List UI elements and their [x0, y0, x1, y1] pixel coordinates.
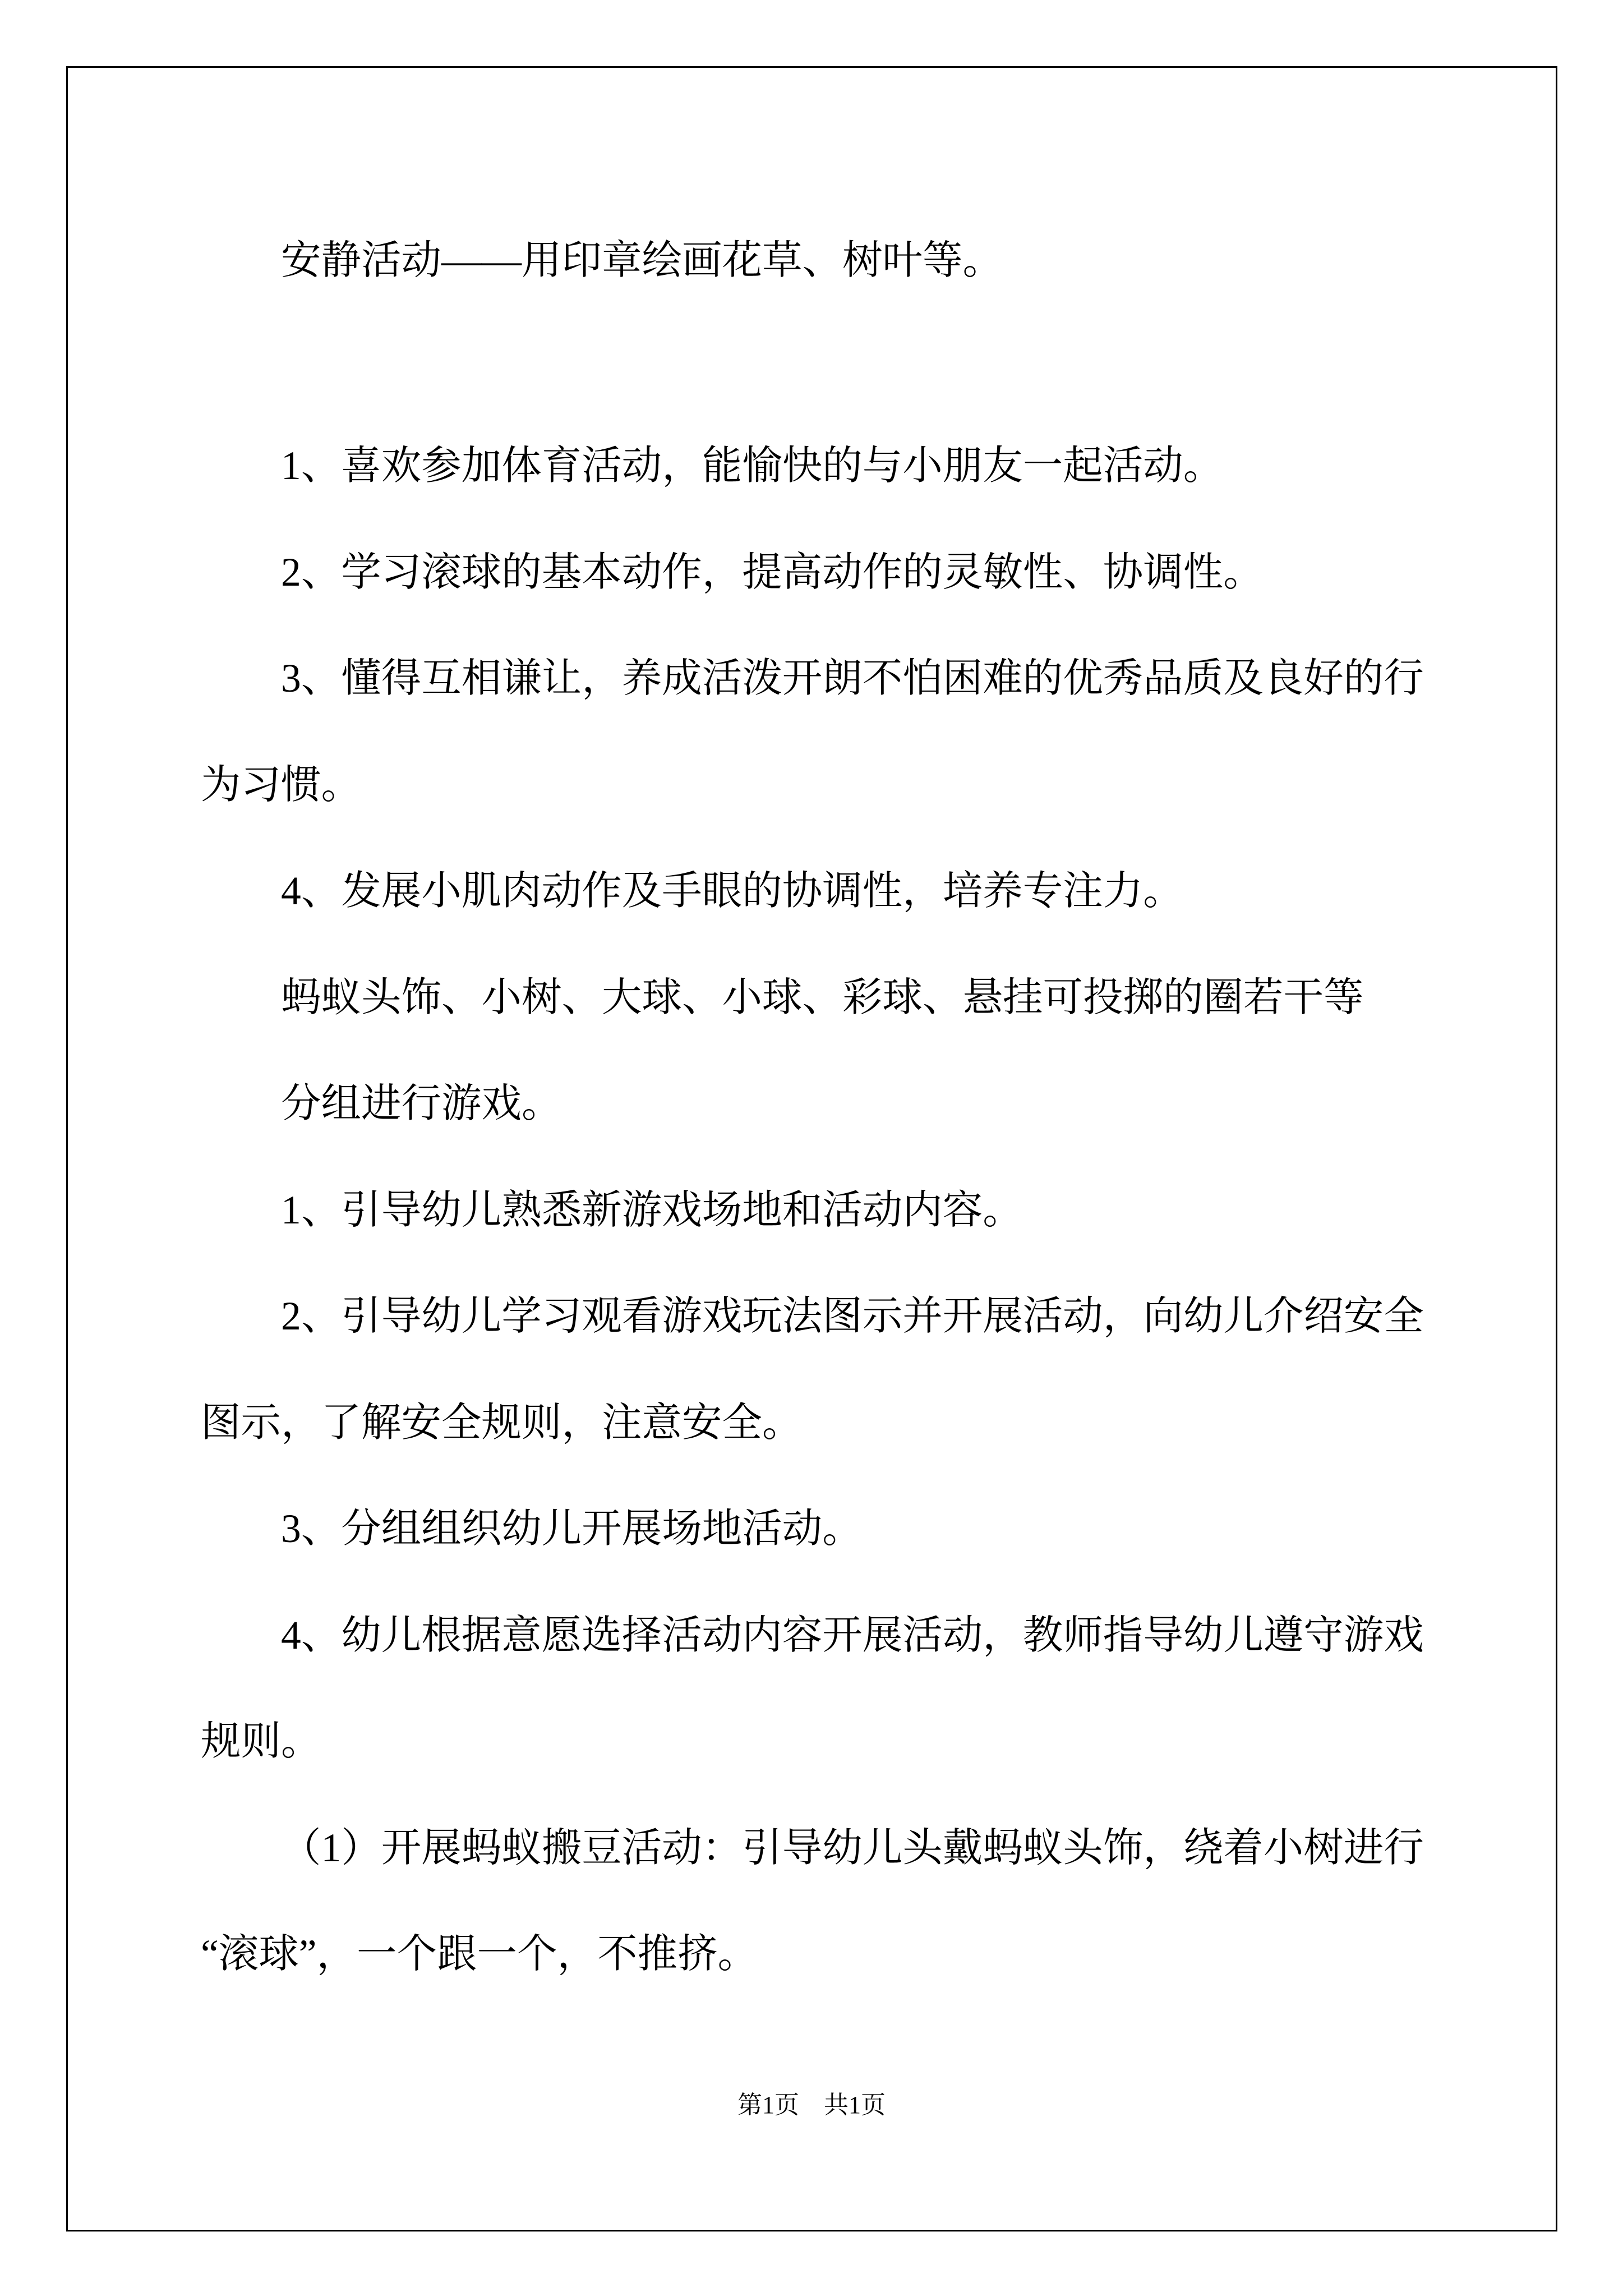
paragraph [201, 1582, 1491, 1795]
paragraph-line: （1）开展蚂蚁搬豆活动：引导幼儿头戴蚂蚁头饰，绕着小树进行 [281, 1825, 1424, 1870]
paragraph-line: 3、分组组织幼儿开展场地活动。 [281, 1507, 863, 1551]
paragraph-line: 图示，了解安全规则，注意安全。 [201, 1400, 803, 1445]
paragraph-line: 3、懂得互相谦让，养成活泼开朗不怕困难的优秀品质及良好的行 [281, 656, 1424, 701]
paragraph-line: 安静活动——用印章绘画花草、树叶等。 [281, 238, 1003, 283]
paragraph-line: 蚂蚁头饰、小树、大球、小球、彩球、悬挂可投掷的圈若干等 [281, 975, 1364, 1020]
paragraph-line: 1、引导幼儿熟悉新游戏场地和活动内容。 [281, 1188, 1023, 1232]
paragraph-line: 规则。 [201, 1719, 321, 1764]
paragraph-line: 4、发展小肌肉动作及手眼的协调性，培养专注力。 [281, 869, 1183, 913]
paragraph [201, 1795, 1491, 2008]
paragraph-line: “滚球”，一个跟一个，不推挤。 [201, 1932, 758, 1976]
paragraph [201, 1051, 1491, 1157]
paragraph [201, 625, 1491, 838]
paragraph [201, 519, 1491, 626]
paragraph-line: 为习惯。 [201, 762, 362, 807]
document-body [201, 208, 1491, 2008]
paragraph [201, 208, 1491, 314]
paragraph-line: 4、幼儿根据意愿选择活动内容开展活动，教师指导幼儿遵守游戏 [281, 1613, 1424, 1658]
paragraph-line: 分组进行游戏。 [281, 1082, 562, 1126]
blank-line [201, 314, 1491, 413]
paragraph-line: 2、学习滚球的基本动作，提高动作的灵敏性、协调性。 [281, 550, 1264, 595]
paragraph [201, 945, 1491, 1051]
paragraph [201, 838, 1491, 945]
paragraph-line: 2、引导幼儿学习观看游戏玩法图示并开展活动，向幼儿介绍安全 [281, 1294, 1424, 1338]
paragraph [201, 1476, 1491, 1582]
paragraph [201, 1157, 1491, 1264]
paragraph [201, 413, 1491, 519]
paragraph-line: 1、喜欢参加体育活动，能愉快的与小朋友一起活动。 [281, 444, 1224, 488]
page-footer: 第1页 共1页 [737, 2091, 886, 2119]
paragraph [201, 1263, 1491, 1476]
